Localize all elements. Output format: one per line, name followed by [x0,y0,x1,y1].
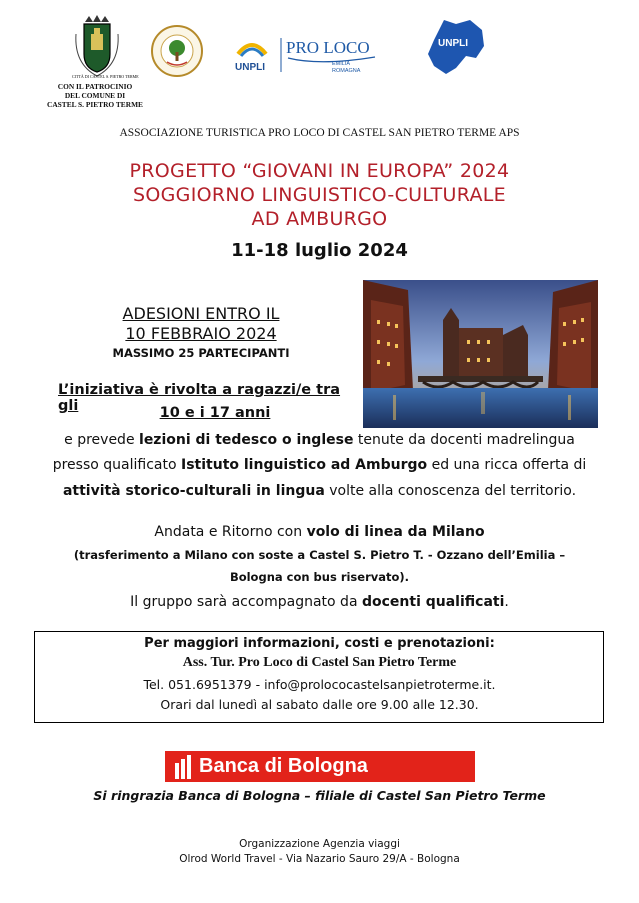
flight-info [0,524,639,540]
banca-di-bologna-logo [165,751,475,782]
unpli-small-label: UNPLI [235,62,265,73]
sponsor-thanks: Si ringrazia Banca di Bologna – filiale di Castel San Pietro Terme [93,788,546,803]
audience-line-1: L’iniziativa è rivolta a ragazzi/e tra gli [58,382,341,414]
hamburg-speicherstadt-photo [363,280,598,428]
patronage-line-2: DEL COMUNE DI [64,91,126,100]
description-line-1 [0,432,639,448]
description-2b: Istituto linguistico ad Amburgo [181,457,428,473]
description-2a: presso qualificato [52,457,181,473]
title-line-2: SOGGIORNO LINGUISTICO-CULTURALE [133,184,506,206]
description-3a: attività storico-culturali in lingua [62,483,325,499]
patronage-line-3: CASTEL S. PIETRO TERME [47,100,143,109]
organizer-line-2: Olrod World Travel - Via Nazario Sauro 29/A - Bologna [179,853,460,865]
max-participants: MASSIMO 25 PARTECIPANTI [112,346,290,360]
comune-logo-text: CITTÀ DI CASTEL S. PIETRO TERME [72,74,139,79]
bank-name: Banca di Bologna [199,755,368,777]
proloco-emilia-romagna-logo [280,36,390,74]
proloco-region-line-2: ROMAGNA [332,68,361,74]
description-line-2 [0,457,639,473]
title-line-1: PROGETTO “GIOVANI IN EUROPA” 2024 [129,160,510,182]
organizer-line-1: Organizzazione Agenzia viaggi [239,838,400,850]
group-escort-b: docenti qualificati [361,594,505,610]
unpli-italy-map-logo [426,18,488,76]
transfer-line-2: Bologna con bus riservato). [229,570,410,584]
flight-info-a: Andata e Ritorno con [154,524,307,540]
proloco-castel-seal-logo [150,24,204,78]
info-heading: Per maggiori informazioni, costi e prenotazioni: [144,636,495,651]
proloco-brand-text: PRO LOCO [286,38,370,57]
transfer-line-1: (trasferimento a Milano con soste a Castel S. Pietro T. - Ozzano dell’Emilia – [73,548,566,562]
unpli-small-logo [232,34,272,74]
deadline-line-1: ADESIONI ENTRO IL [122,304,280,323]
bank-mark-icon [175,755,193,779]
description-3b: volte alla conoscenza del territorio. [324,483,577,499]
info-organization: Ass. Tur. Pro Loco di Castel San Pietro Terme [182,655,457,670]
association-name: ASSOCIAZIONE TURISTICA PRO LOCO DI CASTEL SAN PIETRO TERME APS [119,127,520,139]
event-dates: 11-18 luglio 2024 [231,240,408,261]
group-escort-c: . [504,594,509,610]
description-1c: tenute da docenti madrelingua [353,432,575,448]
comune-coat-of-arms-logo [72,14,139,80]
group-escort-line [0,594,639,610]
audience-line-2: 10 e i 17 anni [159,405,271,421]
description-1a: e prevede [64,432,140,448]
description-2c: ed una ricca offerta di [427,457,587,473]
flight-info-b: volo di linea da Milano [306,524,485,540]
group-escort-a: Il gruppo sarà accompagnato da [130,594,362,610]
proloco-region-line-1: EMILIA [332,61,351,67]
description-1b: lezioni di tedesco o inglese [139,432,354,448]
info-hours: Orari dal lunedì al sabato dalle ore 9.00 alle 12.30. [160,697,479,712]
patronage-caption [40,82,150,109]
patronage-line-1: CON IL PATROCINIO [57,82,133,91]
deadline-line-2: 10 FEBBRAIO 2024 [125,324,277,343]
unpli-map-label: UNPLI [438,38,468,49]
description-line-3 [0,483,639,499]
title-line-3: AD AMBURGO [251,208,388,230]
info-contact[interactable]: Tel. 051.6951379 - info@prolococastelsanpietroterme.it. [143,677,496,692]
